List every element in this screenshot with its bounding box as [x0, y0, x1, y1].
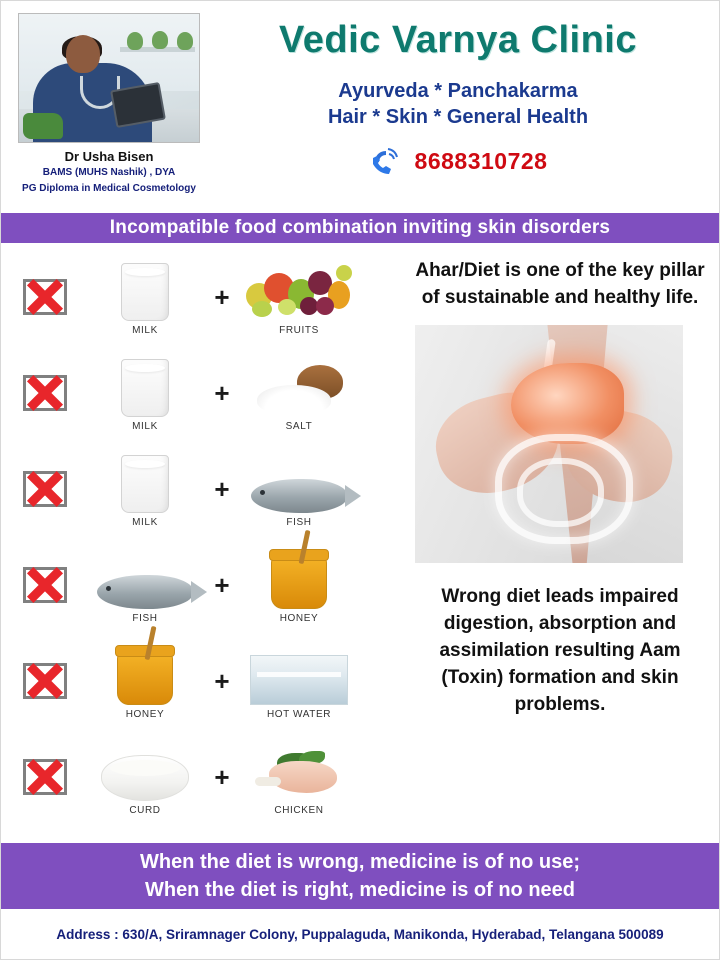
doctor-block	[11, 9, 207, 213]
food-item	[239, 451, 359, 528]
fish-icon	[85, 547, 205, 609]
food-label: CURD	[129, 804, 161, 816]
glass-of-milk-icon	[85, 451, 205, 513]
ahar-diet-text: Ahar/Diet is one of the key pillar of sustainable and healthy life.	[415, 260, 705, 308]
quote-band	[1, 843, 719, 909]
doctor-photo	[18, 13, 200, 143]
food-item	[239, 259, 359, 336]
doctor-head	[66, 35, 100, 73]
food-label: MILK	[132, 324, 158, 336]
combination-row	[7, 633, 411, 729]
salt-icon	[239, 355, 359, 417]
plus-sign: +	[214, 761, 230, 792]
plus-sign: +	[214, 569, 230, 600]
plus-sign: +	[214, 377, 230, 408]
plant-icon	[177, 32, 193, 50]
quote-line-1: When the diet is wrong, medicine is of no use;	[139, 851, 581, 873]
intestine-inner-icon	[517, 458, 604, 527]
phone-row	[207, 146, 709, 176]
honey-jar-icon	[239, 547, 359, 609]
food-label: SALT	[285, 420, 313, 432]
food-label: MILK	[132, 420, 158, 432]
food-item	[85, 739, 205, 816]
clinic-block	[207, 9, 709, 213]
red-cross-icon	[23, 759, 67, 795]
food-item	[85, 451, 205, 528]
wrong-diet-text: Wrong diet leads impaired digestion, absorption and assimilation resulting Aam (Toxin) formation and skin problems.	[439, 586, 681, 715]
food-label: HOT WATER	[266, 708, 332, 720]
section-banner: Incompatible food combination inviting skin disorders	[1, 213, 719, 243]
quote-line-2: When the diet is right, medicine is of no need	[144, 879, 576, 901]
combination-row	[7, 441, 411, 537]
plant-icon	[127, 32, 143, 50]
combination-row	[7, 249, 411, 345]
red-cross-icon	[23, 567, 67, 603]
curd-bowl-icon	[85, 739, 205, 801]
plus-sign: +	[214, 665, 230, 696]
fish-icon	[239, 451, 359, 513]
food-item	[85, 547, 205, 624]
combination-row	[7, 729, 411, 825]
address-band	[1, 909, 719, 959]
plus-sign: +	[214, 281, 230, 312]
services-line-1: Ayurveda * Panchakarma	[338, 80, 578, 102]
stomach-pain-illustration	[415, 325, 683, 563]
food-item	[239, 739, 359, 816]
food-label: FRUITS	[279, 324, 319, 336]
water-glass-icon	[239, 643, 359, 705]
food-label: HONEY	[279, 612, 319, 624]
right-column	[411, 243, 719, 843]
plant-icon	[152, 31, 168, 49]
glass-of-milk-icon	[85, 259, 205, 321]
food-item	[85, 355, 205, 432]
incompatible-combinations-list	[1, 243, 411, 843]
food-item	[239, 355, 359, 432]
food-label: CHICKEN	[274, 804, 324, 816]
red-cross-icon	[23, 375, 67, 411]
food-label: FISH	[132, 612, 158, 624]
doctor-name: Dr Usha Bisen	[64, 149, 154, 164]
food-label: FISH	[286, 516, 312, 528]
main-content	[1, 243, 719, 843]
food-item	[85, 259, 205, 336]
food-item	[85, 643, 205, 720]
plus-sign: +	[214, 473, 230, 504]
glass-of-milk-icon	[85, 355, 205, 417]
fruits-icon	[239, 259, 359, 321]
combination-row	[7, 345, 411, 441]
food-label: HONEY	[125, 708, 165, 720]
services-line-2: Hair * Skin * General Health	[327, 106, 589, 128]
clinic-title: Vedic Varnya Clinic	[278, 19, 637, 61]
red-cross-icon	[23, 279, 67, 315]
food-label: MILK	[132, 516, 158, 528]
combination-row	[7, 537, 411, 633]
red-cross-icon	[23, 663, 67, 699]
doctor-qualification-2: PG Diploma in Medical Cosmetology	[22, 183, 196, 194]
phone-number[interactable]: 8688310728	[414, 147, 548, 174]
header	[1, 1, 719, 213]
food-item	[239, 643, 359, 720]
doctor-qualification-1: BAMS (MUHS Nashik) , DYA	[42, 167, 176, 178]
stomach-icon	[511, 363, 624, 444]
phone-icon	[369, 146, 403, 176]
red-cross-icon	[23, 471, 67, 507]
clinic-address: Address : 630/A, Sriramnager Colony, Puppalaguda, Manikonda, Hyderabad, Telangana 500089	[56, 926, 664, 942]
honey-jar-icon	[85, 643, 205, 705]
foliage-decoration	[23, 113, 63, 139]
food-item	[239, 547, 359, 624]
chicken-icon	[239, 739, 359, 801]
